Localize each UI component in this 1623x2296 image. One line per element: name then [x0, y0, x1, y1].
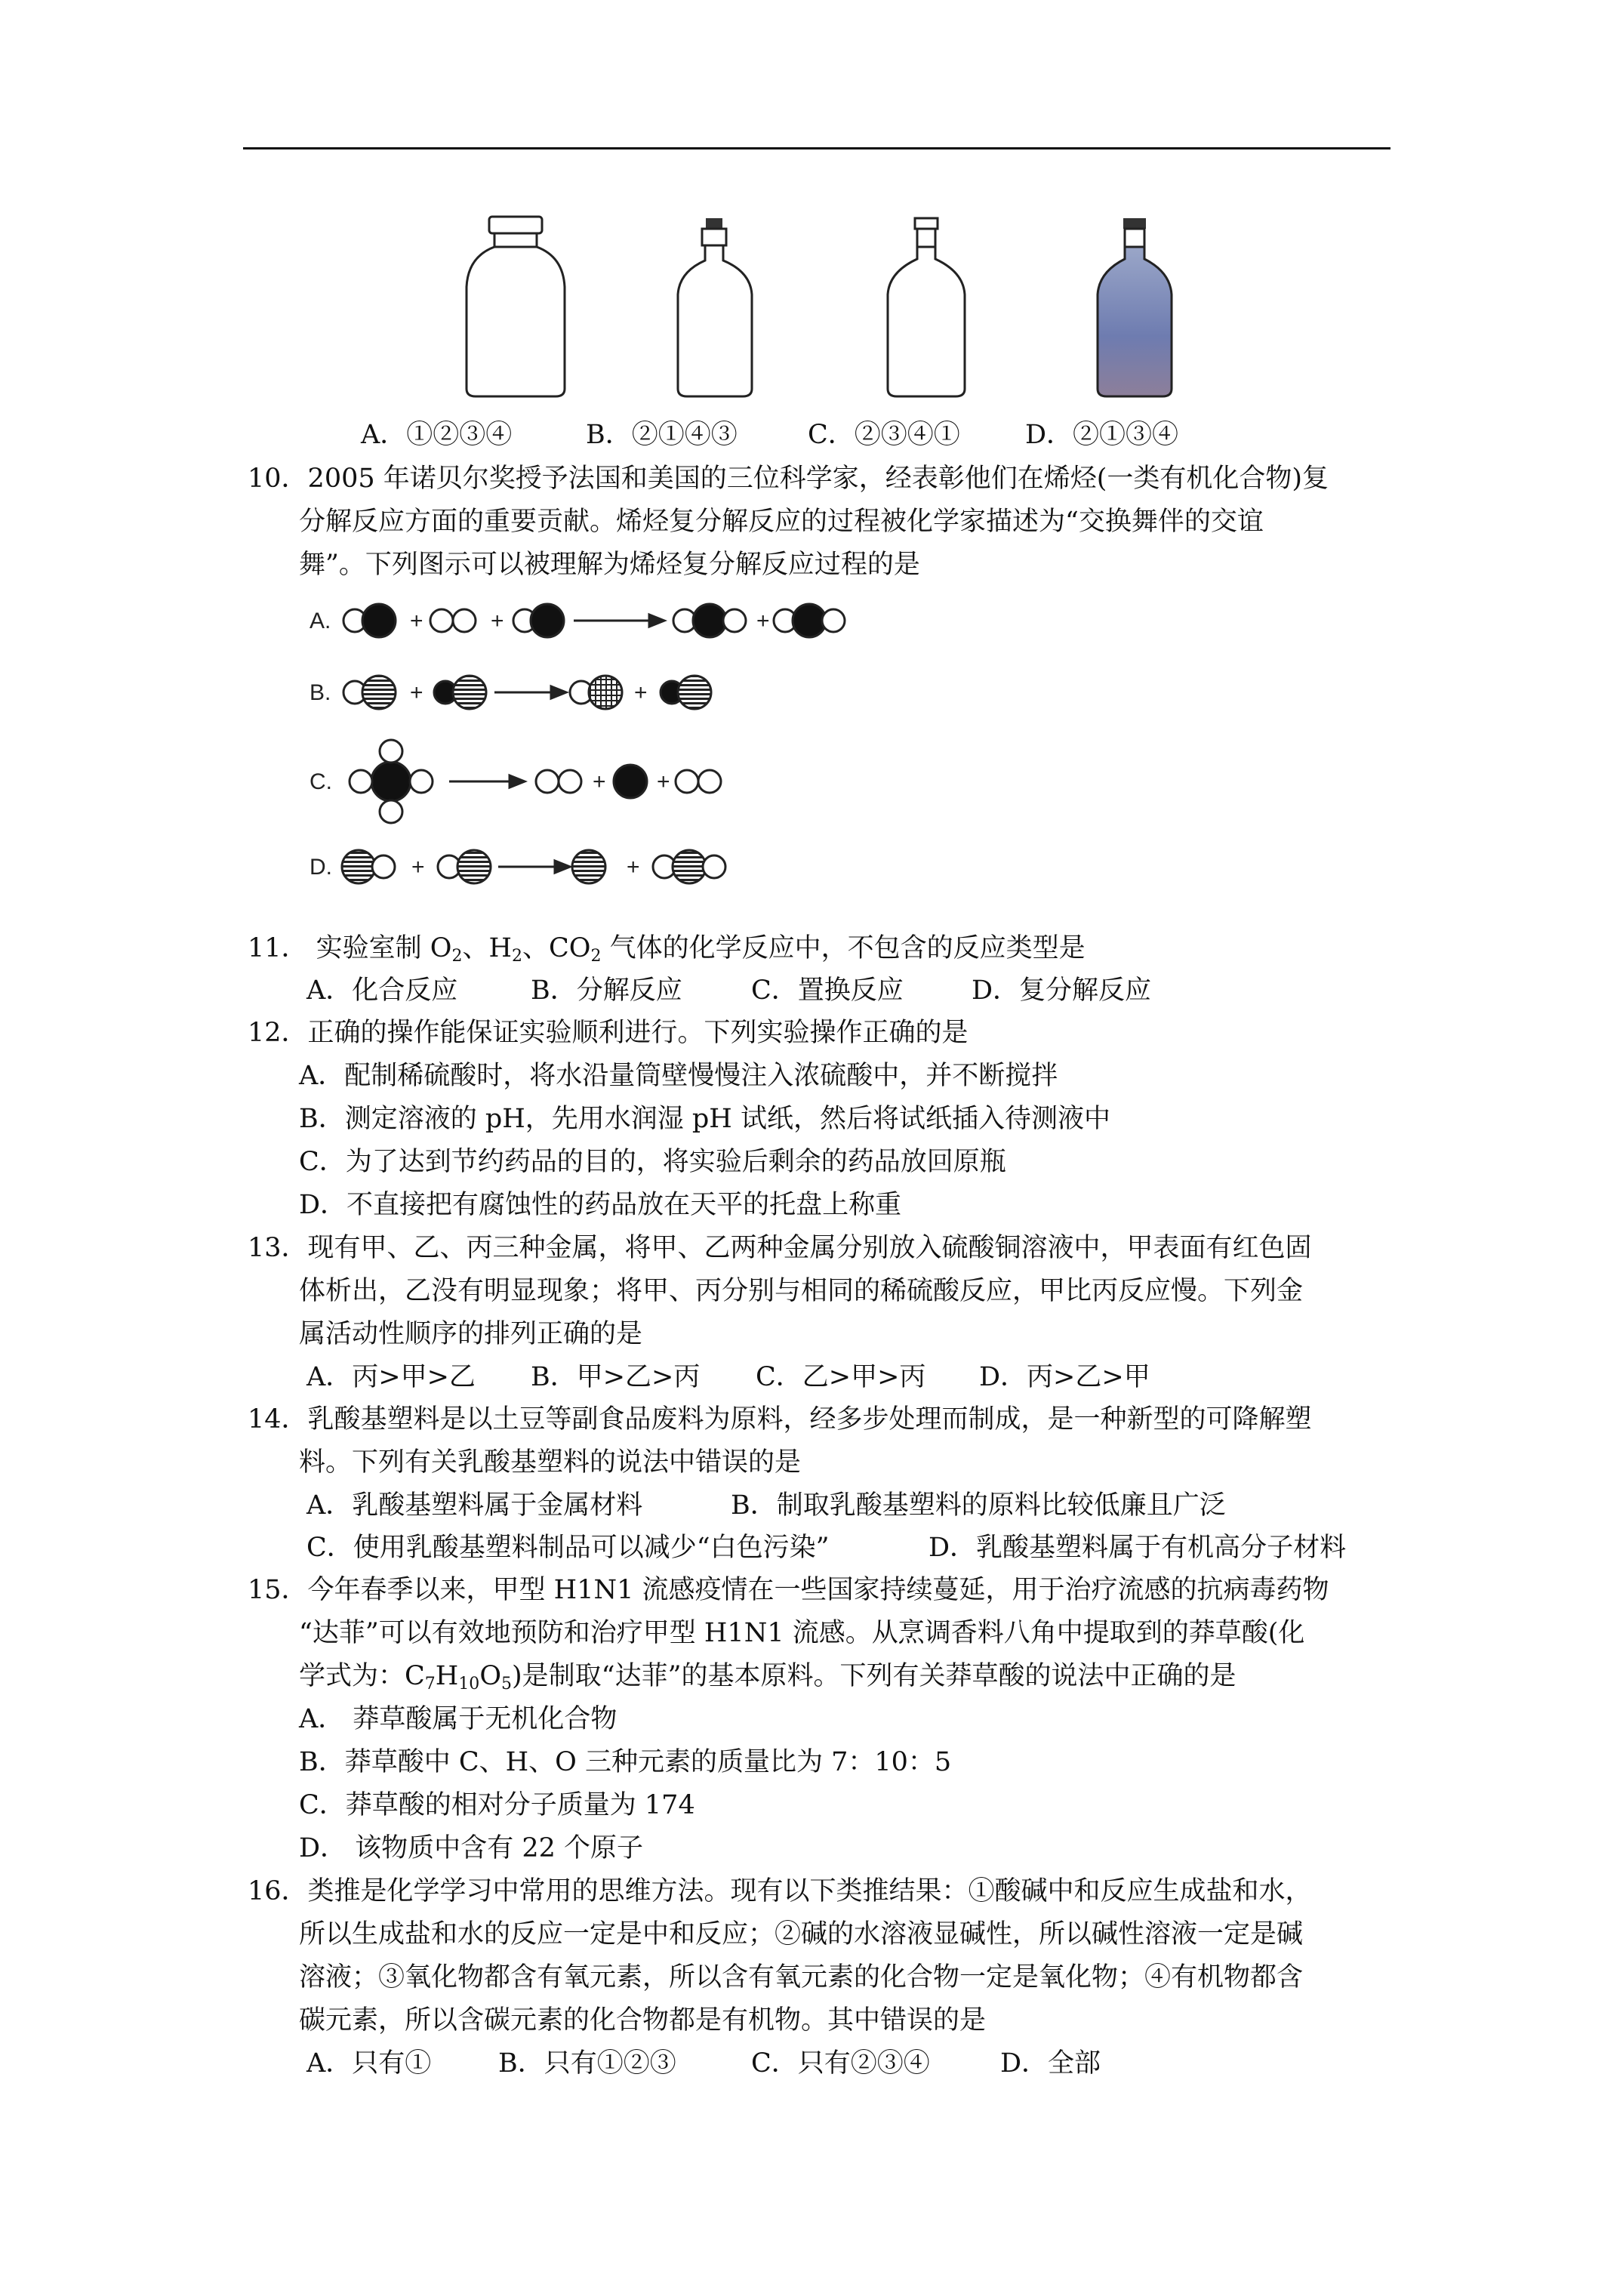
q13-option-b[interactable]: B．甲>乙>丙 — [531, 1362, 701, 1392]
q13-line-3: 属活动性顺序的排列正确的是 — [299, 1319, 643, 1349]
q10-line-2: 分解反应方面的重要贡献。烯烃复分解反应的过程被化学家描述为“交换舞伴的交谊 — [299, 507, 1264, 537]
q16-number: 16． — [248, 1876, 308, 1906]
diagram-label-d: D. — [310, 855, 332, 880]
q15-line-1: 今年春季以来，甲型 H1N1 流感疫情在一些国家持续蔓延，用于治疗流感的抗病毒药物 — [307, 1575, 1329, 1605]
diagram-row-b — [310, 676, 711, 709]
bottle-dropper-icon — [678, 218, 752, 396]
diagram-row-d — [310, 850, 725, 883]
q13-option-c[interactable]: C．乙>甲>丙 — [756, 1362, 926, 1392]
q10-line-3: 舞”。下列图示可以被理解为烯烃复分解反应过程的是 — [299, 550, 920, 580]
svg-text:+: + — [410, 680, 423, 705]
diagram-label-b: B. — [310, 680, 331, 705]
q16-option-b[interactable]: B．只有①②③ — [498, 2048, 676, 2079]
question-13 — [248, 1227, 1395, 1356]
question-15 — [248, 1569, 1395, 1870]
q12-option-d[interactable]: D．不直接把有腐蚀性的药品放在天平的托盘上称重 — [299, 1190, 902, 1220]
q11-option-a[interactable]: A．化合反应 — [306, 975, 458, 1006]
q9-option-b[interactable]: B．②①④③ — [586, 420, 738, 450]
svg-text:+: + — [756, 609, 770, 633]
q11-option-d[interactable]: D．复分解反应 — [972, 975, 1152, 1006]
diagram-row-c — [310, 740, 721, 823]
svg-text:+: + — [627, 855, 640, 880]
q11-option-b[interactable]: B．分解反应 — [531, 975, 682, 1006]
q13-option-a[interactable]: A．丙>甲>乙 — [306, 1362, 476, 1392]
q14-option-c[interactable]: C．使用乳酸基塑料制品可以减少“白色污染” — [306, 1533, 830, 1563]
q11-number: 11． — [248, 933, 308, 963]
q16-line-1: 类推是化学学习中常用的思维方法。现有以下类推结果：①酸碱中和反应生成盐和水， — [307, 1876, 1312, 1906]
q15-option-d[interactable]: D． 该物质中含有 22 个原子 — [299, 1833, 643, 1863]
svg-text:+: + — [411, 855, 425, 880]
question-12 — [248, 1012, 1395, 1227]
q14-line-2: 料。下列有关乳酸基塑料的说法中错误的是 — [299, 1447, 802, 1478]
svg-text:+: + — [491, 609, 504, 633]
q13-option-d[interactable]: D．丙>乙>甲 — [979, 1362, 1150, 1392]
reagent-bottles-figure — [453, 215, 1208, 404]
q16-line-2: 所以生成盐和水的反应一定是中和反应；②碱的水溶液显碱性，所以碱性溶液一定是碱 — [299, 1919, 1304, 1949]
header-rule — [243, 147, 1390, 149]
bottle-brown-reagent-icon — [1098, 218, 1172, 396]
q10-number: 10． — [248, 464, 308, 494]
q11-option-c[interactable]: C．置换反应 — [751, 975, 904, 1006]
svg-text:+: + — [593, 769, 606, 794]
question-11 — [248, 927, 1395, 970]
q10-line-1: 2005 年诺贝尔奖授予法国和美国的三位科学家，经表彰他们在烯烃(一类有机化合物)复 — [307, 464, 1329, 494]
q14-line-1: 乳酸基塑料是以土豆等副食品废料为原料，经多步处理而制成，是一种新型的可降解塑 — [307, 1404, 1312, 1435]
q14-option-a[interactable]: A．乳酸基塑料属于金属材料 — [306, 1490, 643, 1521]
diagram-row-a — [310, 604, 845, 637]
q15-option-b[interactable]: B．莽草酸中 C、H、O 三种元素的质量比为 7：10：5 — [299, 1747, 952, 1777]
question-14 — [248, 1398, 1395, 1484]
q9-option-d[interactable]: D．②①③④ — [1025, 420, 1179, 450]
q12-number: 12． — [248, 1018, 308, 1048]
q15-option-a[interactable]: A． 莽草酸属于无机化合物 — [299, 1704, 617, 1734]
q12-option-b[interactable]: B．测定溶液的 pH，先用水润湿 pH 试纸，然后将试纸插入待测液中 — [299, 1104, 1110, 1134]
q15-number: 15． — [248, 1575, 308, 1605]
q12-stem: 正确的操作能保证实验顺利进行。下列实验操作正确的是 — [307, 1018, 969, 1048]
q16-option-c[interactable]: C．只有②③④ — [751, 2048, 930, 2079]
question-16 — [248, 1870, 1395, 2042]
q12-option-a[interactable]: A．配制稀硫酸时，将水沿量筒壁慢慢注入浓硫酸中，并不断搅拌 — [299, 1061, 1058, 1091]
q14-option-b[interactable]: B．制取乳酸基塑料的原料比较低廉且广泛 — [731, 1490, 1226, 1521]
q9-option-a[interactable]: A．①②③④ — [361, 420, 513, 450]
bottle-narrow-mouth-icon — [888, 218, 965, 396]
svg-text:+: + — [657, 769, 670, 794]
q11-stem: 实验室制 $O_2$、$H_2$、$CO_2$ 气体的化学反应中，不包含的反应类型是 — [307, 933, 1086, 966]
bottle-wide-mouth-icon — [467, 217, 565, 396]
q14-number: 14． — [248, 1404, 308, 1435]
q16-option-a[interactable]: A．只有① — [306, 2048, 432, 2079]
q14-option-d[interactable]: D．乳酸基塑料属于有机高分子材料 — [929, 1533, 1347, 1563]
q15-line-2: “达菲”可以有效地预防和治疗甲型 H1N1 流感。从烹调香料八角中提取到的莽草酸(化 — [299, 1618, 1305, 1648]
q16-line-4: 碳元素，所以含碳元素的化合物都是有机物。其中错误的是 — [299, 2005, 987, 2036]
question-10 — [248, 458, 1395, 587]
q13-line-2: 体析出，乙没有明显现象；将甲、丙分别与相同的稀硫酸反应，甲比丙反应慢。下列金 — [299, 1276, 1304, 1306]
q16-option-d[interactable]: D．全部 — [1000, 2048, 1101, 2079]
q12-option-c[interactable]: C．为了达到节约药品的目的，将实验后剩余的药品放回原瓶 — [299, 1147, 1006, 1177]
olefin-metathesis-diagram — [310, 589, 1027, 914]
q13-number: 13． — [248, 1233, 308, 1263]
q15-line-3: 学式为：$C_7H_{10}O_5$)是制取“达菲”的基本原料。下列有关莽草酸的说法中正确的是 — [299, 1661, 1236, 1693]
diagram-label-c: C. — [310, 769, 332, 794]
q16-line-3: 溶液；③氧化物都含有氧元素，所以含有氧元素的化合物一定是氧化物；④有机物都含 — [299, 1962, 1304, 1992]
svg-text:+: + — [634, 680, 648, 705]
q13-line-1: 现有甲、乙、丙三种金属，将甲、乙两种金属分别放入硫酸铜溶液中，甲表面有红色固 — [307, 1233, 1312, 1263]
svg-text:+: + — [410, 609, 423, 633]
q9-option-c[interactable]: C．②③④① — [808, 420, 960, 450]
q15-option-c[interactable]: C．莽草酸的相对分子质量为 174 — [299, 1790, 695, 1820]
diagram-label-a: A. — [310, 609, 331, 633]
